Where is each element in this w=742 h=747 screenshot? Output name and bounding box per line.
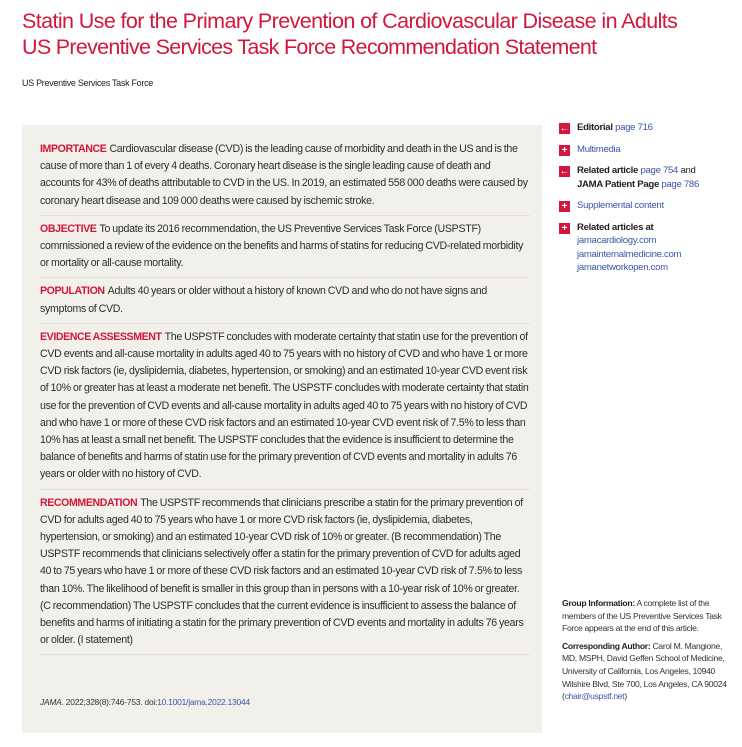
patient-page-link[interactable]: page 786 [661,178,699,190]
plus-icon: + [559,145,570,156]
abstract-section-recommendation [40,490,530,656]
related-and: and [678,165,696,176]
abstract-box [22,125,542,733]
citation-details: . 2022;328(8):746-753. doi: [61,697,158,707]
abstract-section-evidence-assessment [40,324,530,490]
author-email-link[interactable]: chair@uspstf.net [564,691,625,702]
sidebar-item-related-article[interactable] [559,164,739,191]
citation-journal: JAMA [40,697,62,707]
corresponding-author [562,640,738,703]
editorial-page-link[interactable]: page 716 [615,122,653,133]
section-text: Cardiovascular disease (CVD) is the leading cause of morbidity and death in the US and is the cause of more than 1 of every 4 deaths. Coronary heart disease is the single leading cause of death and accounts for 43% of deaths attributable to CVD in the US. In 2019, an estimated 558 000 deaths were caused by coronary heart disease and 109 000 deaths were caused by ischemic stroke. [40,143,528,207]
byline: US Preventive Services Task Force [22,78,153,88]
related-article-page-link[interactable]: page 754 [640,165,679,176]
url-jamainternalmedicine[interactable]: jamainternalmedicine.com [577,248,682,260]
author-close: ) [624,691,627,702]
section-text: Adults 40 years or older without a history of known CVD and who do not have signs and symptoms of CVD. [40,285,487,315]
arrow-left-icon: ← [559,123,570,134]
abstract-section-importance [40,136,530,216]
article-subtitle: US Preventive Services Task Force Recommendation Statement [22,35,597,59]
author-text: Carol M. Mangione, MD, MSPH, David Geffen School of Medicine, University of California, Los Angeles, 10940 Wilshire Blvd, Ste 700, Los Angeles, CA 90024 ( [562,640,727,702]
supplemental-link[interactable]: Supplemental content [577,200,664,211]
editorial-label: Editorial [577,122,613,133]
section-heading: RECOMMENDATION [40,496,138,509]
section-heading: POPULATION [40,285,105,298]
section-text: The USPSTF recommends that clinicians prescribe a statin for the primary prevention of CVD for adults aged 40 to 75 years who have 1 or more CVD risk factors (ie, dyslipidemia, diabetes, hypertension, or smoking) and an estimated 10-year CVD risk of 10% or greater. (B recommendation) The USPSTF recommends that clinicians selectively offer a statin for the primary prevention of CVD for adults aged 40 to 75 years who have 1 or more of these CVD risk factors and an estimated 10-year CVD risk of 7.5% to less than 10%. The likelihood of benefit is smaller in this group than in persons with a 10-year risk of 10% or greater. (C recommendation) The USPSTF concludes that the current evidence is insufficient to assess the balance of benefits and harms of initiating a statin for the primary prevention of CVD events and mortality in adults 76 years or older. (I statement) [40,496,524,647]
section-heading: OBJECTIVE [40,222,97,235]
group-information [562,597,738,635]
section-heading: EVIDENCE ASSESSMENT [40,330,162,343]
sidebar-item-multimedia[interactable] [559,143,739,157]
section-text: The USPSTF concludes with moderate certainty that statin use for the prevention of CVD events and all-cause mortality in adults aged 40 to 75 years with no history of CVD and who have 1 or more CVD risk factors (ie, dyslipidemia, diabetes, hypertension, or smoking) and an estimated 10-year CVD event risk of 10% or greater has at least a moderate net benefit. The USPSTF concludes with moderate certainty that statin use for the prevention of CVD events and all-cause mortality in adults aged 40 to 75 years with no history of CVD and who have 1 or more of these CVD risk factors and an estimated 10-year CVD event risk of 7.5% to less than 10% has at least a small net benefit. The USPSTF concludes that the evidence is insufficient to determine the balance of benefits and harms of statin use for the primary prevention of CVD events and mortality in adults 76 years or older with no history of CVD. [40,330,529,481]
related-article-label: Related article [577,165,639,176]
section-heading: IMPORTANCE [40,143,107,155]
url-jamanetworkopen[interactable]: jamanetworkopen.com [577,262,668,273]
sidebar-item-related-articles [559,221,739,275]
article-info [562,597,738,708]
url-jamacardiology[interactable]: jamacardiology.com [577,235,657,246]
section-text: To update its 2016 recommendation, the US Preventive Services Task Force (USPSTF) commissioned a review of the evidence on the benefits and harms of statins for reducing CVD-related morbidity or mortality or all-cause mortality. [40,222,524,270]
abstract-section-population [40,278,530,323]
related-articles-label: Related articles at [577,221,654,233]
plus-icon: + [559,223,570,234]
abstract-section-objective [40,216,530,279]
doi-link[interactable]: 10.1001/jama.2022.13044 [157,697,250,707]
patient-page-label: JAMA Patient Page [577,178,659,190]
article-title: Statin Use for the Primary Prevention of Cardiovascular Disease in Adults [22,9,678,33]
sidebar-item-editorial[interactable] [559,121,739,135]
sidebar [559,121,739,283]
sidebar-item-supplemental[interactable] [559,199,739,213]
group-info-label: Group Information: [562,598,635,608]
group-info-text: A complete list of the members of the US Preventive Services Task Force appears at the end of this article. [562,598,722,634]
multimedia-link[interactable]: Multimedia [577,143,621,155]
arrow-left-icon: ← [559,166,570,177]
author-label: Corresponding Author: [562,640,651,651]
plus-icon: + [559,201,570,212]
citation [40,697,250,707]
